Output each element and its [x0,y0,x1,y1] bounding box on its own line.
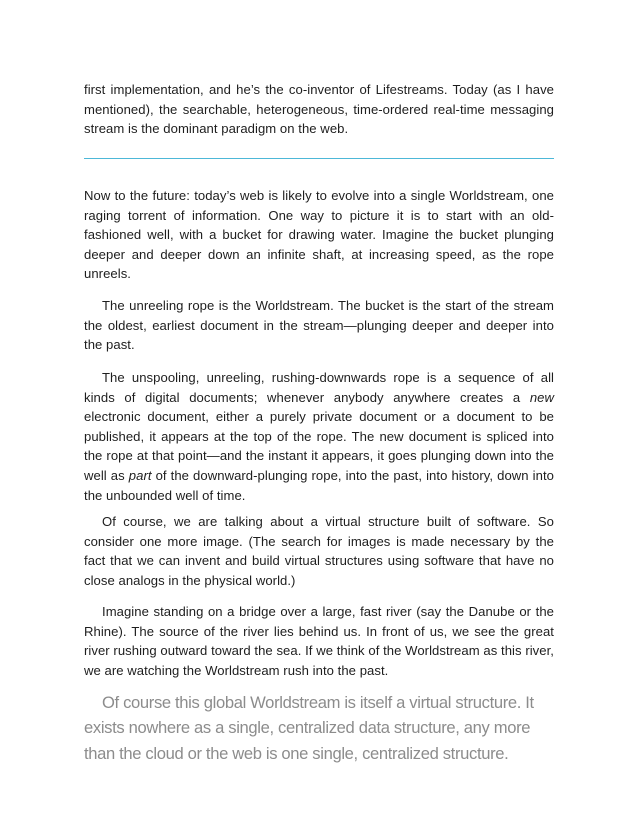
paragraph-unreeling-rope: The unreeling rope is the Worldstream. The bucket is the start of the stream the oldest, earliest document in the stream—plunging deeper and deeper into the past. [84,298,554,353]
paragraph-river-bridge: Imagine standing on a bridge over a large, fast river (say the Danube or the Rhine). The source of the river lies behind us. In front of us, we see the great river rushing outward toward the sea. If we think of the Worldstream as this river, we are watching the Worldstream rush into the past. [84,604,554,678]
emphasis-new: new [529,389,554,405]
section-divider [84,158,554,159]
pull-quote: Of course this global Worldstream is itself a virtual structure. It exists nowhere as a single, centralized data structure, any more than the cloud or the web is one single, centralized structure. [84,693,534,763]
text-segment: electronic document, either a purely private document or a document to be published, it appears at the top of the rope. The new document is spliced into the rope at that point—and the instant it appears, it goes plunging down into the well as [84,409,554,483]
paragraph-virtual-structure: Of course, we are talking about a virtual structure built of software. So consider one more image. (The search for images is made necessary by the fact that we can invent and build virtual structures using software that have no close analogs in the physical world.) [84,514,554,588]
text-segment: of the downward-plunging rope, into the past, into history, down into the unbounded well of time. [84,467,554,503]
paragraph-unspooling-rope [84,368,554,505]
text-segment: The unspooling, unreeling, rushing-downwards rope is a sequence of all kinds of digital documents; whenever anybody anywhere creates a [84,370,554,405]
emphasis-part: part [128,467,152,483]
intro-paragraph: first implementation, and he’s the co-inventor of Lifestreams. Today (as I have mentioned), the searchable, heterogeneous, time-ordered real-time messaging stream is the dominant paradigm on the web. [84,82,554,137]
paragraph-worldstream-future: Now to the future: today’s web is likely to evolve into a single Worldstream, one raging torrent of information. One way to picture it is to start with an old-fashioned well, with a bucket for drawing water. Imagine the bucket plunging deeper and deeper down an infinite shaft, at increasing speed, as the rope unreels. [84,188,554,282]
